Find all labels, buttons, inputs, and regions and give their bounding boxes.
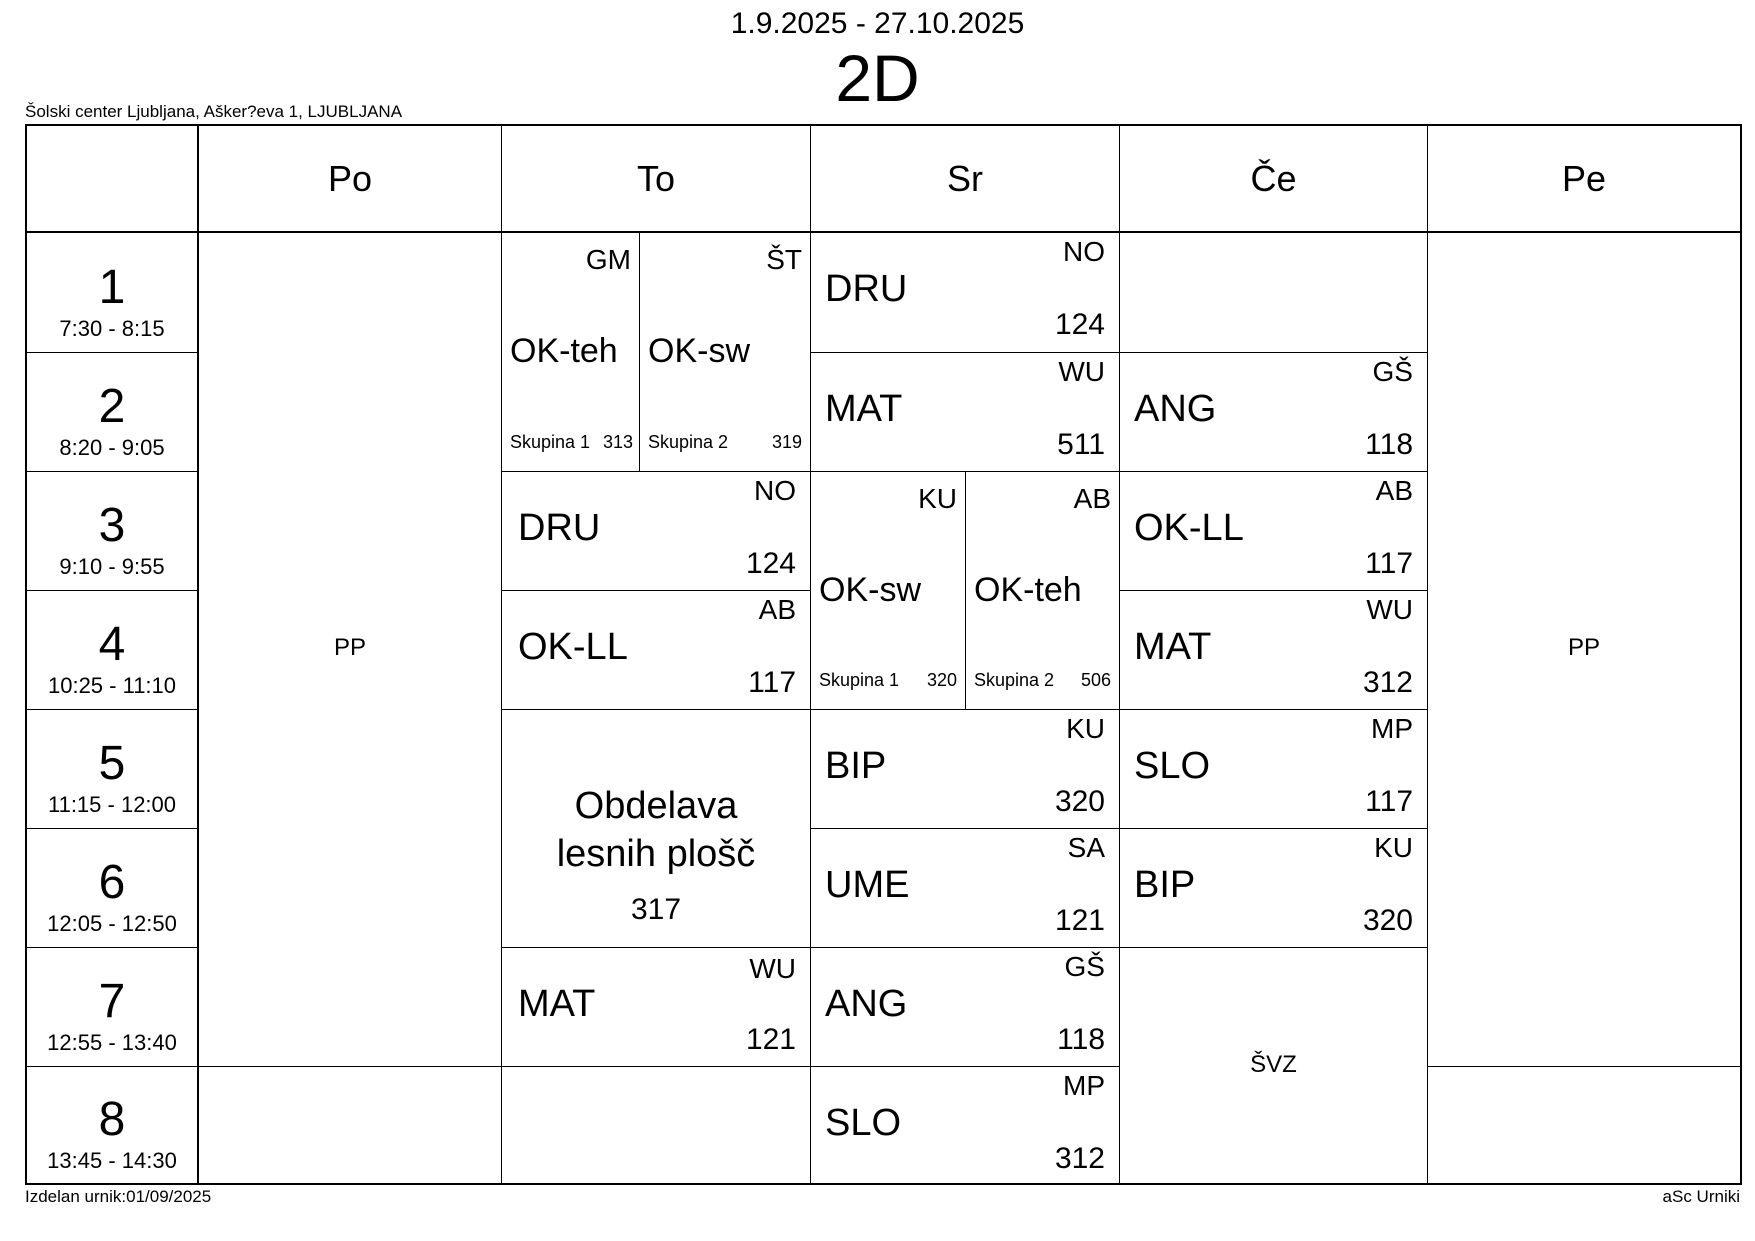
period-time: 12:05 - 12:50 — [47, 911, 177, 936]
period-number: 2 — [98, 380, 126, 433]
lesson-sr-8 — [811, 1067, 1119, 1183]
lesson-sr-3-4-group2 — [966, 472, 1119, 709]
room: 124 — [1054, 308, 1105, 341]
teacher: NO — [1063, 236, 1105, 267]
subject: BIP — [1134, 864, 1196, 906]
period-number: 1 — [98, 261, 126, 314]
period-time: 12:55 - 13:40 — [47, 1030, 177, 1055]
subject: SLO — [825, 1102, 902, 1144]
lesson-to-5-6 — [502, 710, 810, 947]
group: Skupina 2 — [974, 670, 1055, 690]
lesson-ce-4 — [1120, 591, 1427, 709]
subject: OK-sw — [648, 332, 750, 370]
lesson-sr-7 — [811, 948, 1119, 1066]
room: 317 — [630, 893, 682, 926]
period-4 — [27, 591, 197, 709]
lesson-to-1-2-group1 — [502, 233, 639, 471]
subject: DRU — [518, 507, 601, 549]
period-number: 8 — [98, 1093, 126, 1146]
period-1 — [27, 233, 197, 352]
room: 313 — [602, 432, 633, 452]
lesson-sr-1 — [811, 233, 1119, 352]
teacher: ŠT — [766, 244, 802, 275]
subject: OK-teh — [510, 332, 618, 370]
subject: UME — [825, 864, 910, 906]
lesson-ce-5 — [1120, 710, 1427, 828]
group: Skupina 1 — [510, 432, 591, 452]
teacher: AB — [758, 594, 796, 625]
timetable-grid — [25, 124, 1742, 1185]
teacher: AB — [1375, 475, 1413, 506]
room: 117 — [1365, 547, 1413, 580]
lesson-to-1-2-group2 — [640, 233, 810, 471]
lesson-ce-2 — [1120, 353, 1427, 471]
room: 124 — [745, 547, 796, 580]
subject: DRU — [825, 268, 908, 310]
class-title: 2D — [835, 41, 920, 115]
teacher: MP — [1371, 713, 1413, 744]
period-5 — [27, 710, 197, 828]
school-address: Šolski center Ljubljana, Ašker?eva 1, LJUBLJANA — [25, 102, 403, 121]
teacher: KU — [1066, 713, 1105, 744]
subject: BIP — [825, 745, 887, 787]
period-time: 7:30 - 8:15 — [59, 316, 165, 341]
lesson-sr-6 — [811, 829, 1119, 947]
room: 117 — [748, 666, 796, 699]
period-number: 7 — [98, 975, 126, 1028]
period-8 — [27, 1067, 197, 1183]
lesson-to-3 — [502, 472, 810, 590]
subject: MAT — [518, 983, 596, 1025]
room: 121 — [745, 1023, 796, 1056]
day-header-pe: Pe — [1561, 158, 1607, 199]
subject: ANG — [1134, 388, 1217, 430]
room: 117 — [1365, 785, 1413, 818]
lesson-sr-2 — [811, 353, 1119, 471]
lesson-sr-3-4-group1 — [811, 472, 965, 709]
period-number: 3 — [98, 499, 126, 552]
period-3 — [27, 472, 197, 590]
period-time: 10:25 - 11:10 — [47, 673, 177, 698]
room: 320 — [1054, 785, 1105, 818]
lesson-sr-5 — [811, 710, 1119, 828]
day-header-po: Po — [327, 158, 373, 199]
lesson-ce-svz: ŠVZ — [1250, 1051, 1297, 1078]
teacher: GM — [585, 244, 631, 275]
teacher: GŠ — [1064, 951, 1105, 982]
lesson-ce-6 — [1120, 829, 1427, 947]
teacher: AB — [1073, 483, 1111, 514]
subject: MAT — [825, 388, 903, 430]
room: 118 — [1057, 1023, 1105, 1056]
period-time: 13:45 - 14:30 — [47, 1148, 177, 1173]
group: Skupina 1 — [819, 670, 900, 690]
room: 506 — [1080, 670, 1111, 690]
teacher: MP — [1063, 1070, 1105, 1101]
period-time: 11:15 - 12:00 — [47, 792, 177, 817]
room: 118 — [1365, 428, 1413, 461]
created-date: Izdelan urnik:01/09/2025 — [25, 1187, 212, 1206]
subject-line1: Obdelava — [574, 785, 738, 827]
period-7 — [27, 948, 197, 1066]
teacher: NO — [754, 475, 796, 506]
teacher: GŠ — [1372, 356, 1413, 387]
subject: MAT — [1134, 626, 1212, 668]
lesson-ce-3 — [1120, 472, 1427, 590]
software-credit: aSc Urniki — [1662, 1187, 1740, 1206]
period-time: 9:10 - 9:55 — [59, 554, 165, 579]
subject: OK-LL — [1134, 507, 1244, 549]
room: 319 — [771, 432, 802, 452]
room: 320 — [1362, 904, 1413, 937]
room: 312 — [1362, 666, 1413, 699]
day-header-to: To — [636, 158, 676, 199]
period-number: 6 — [98, 856, 126, 909]
room: 511 — [1057, 428, 1105, 461]
teacher: KU — [918, 483, 957, 514]
period-2 — [27, 353, 197, 471]
subject: OK-LL — [518, 626, 628, 668]
teacher: SA — [1067, 832, 1105, 863]
teacher: WU — [1366, 594, 1413, 625]
period-number: 4 — [98, 618, 126, 671]
subject: OK-teh — [974, 571, 1082, 609]
teacher: WU — [749, 953, 796, 984]
room: 312 — [1054, 1142, 1105, 1175]
subject: ANG — [825, 983, 908, 1025]
date-range: 1.9.2025 - 27.10.2025 — [730, 7, 1025, 40]
room: 121 — [1054, 904, 1105, 937]
day-header-ce: Če — [1250, 158, 1297, 199]
room: 320 — [926, 670, 957, 690]
lesson-to-7 — [502, 948, 810, 1066]
teacher: KU — [1374, 832, 1413, 863]
day-header-sr: Sr — [947, 158, 983, 199]
period-6 — [27, 829, 197, 947]
subject: OK-sw — [819, 571, 921, 609]
subject: SLO — [1134, 745, 1211, 787]
lesson-pe-pp: PP — [1567, 634, 1600, 661]
lesson-po-pp: PP — [333, 634, 366, 661]
period-time: 8:20 - 9:05 — [59, 435, 165, 460]
group: Skupina 2 — [648, 432, 729, 452]
subject-line2: lesnih plošč — [556, 833, 756, 875]
period-number: 5 — [98, 737, 126, 790]
teacher: WU — [1058, 356, 1105, 387]
lesson-to-4 — [502, 591, 810, 709]
